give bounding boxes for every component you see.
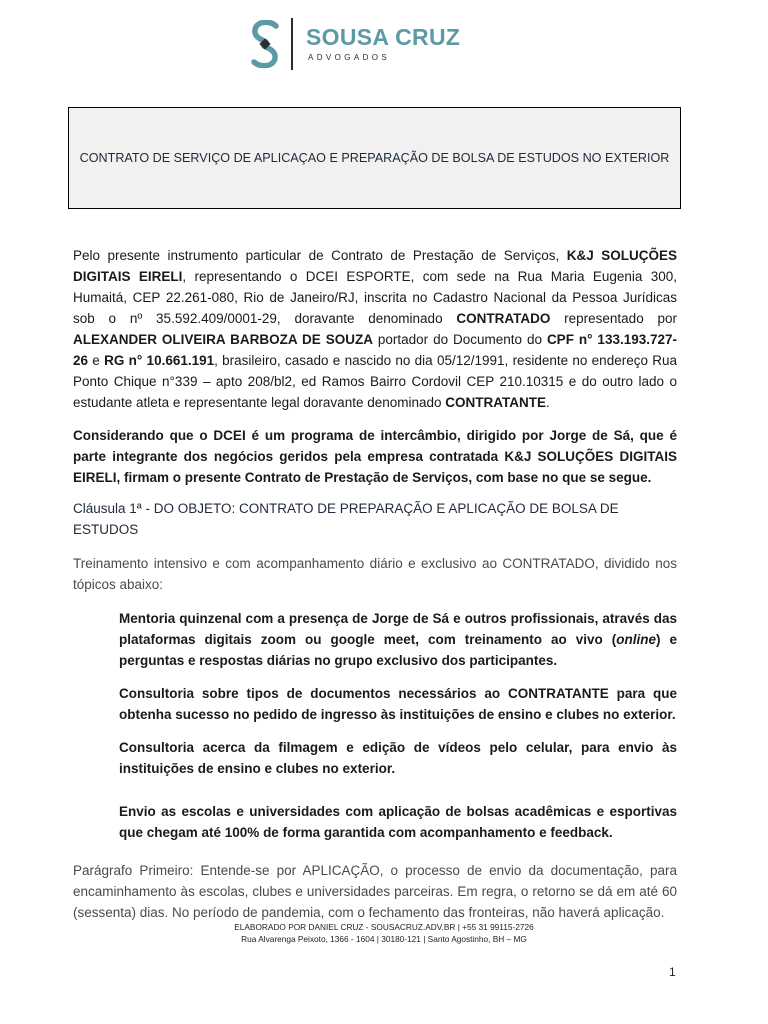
intro-segment: CPF n° 133.193.727-26 xyxy=(73,332,678,368)
topic-item-mentoring: Mentoria quinzenal com a presença de Jorge de Sá e outros profissionais, através das plataformas digitais zoom ou google meet, com treinamento ao vivo (online) e perguntas e respostas diárias no grupo exclusivo dos participantes. xyxy=(119,611,677,668)
first-paragraph: Parágrafo Primeiro: Entende-se por APLICAÇÃO, o processo de envio da documentação, para encaminhamento às escolas, clubes e universidades parceiras. Em regra, o retorno se dá em até 60 (sessenta) dias. No período de pandemia, com o fechamento das fronteiras, não haverá aplicação. xyxy=(73,863,677,920)
topic-item-documents: Consultoria sobre tipos de documentos necessários ao CONTRATANTE para que obtenha sucesso no pedido de ingresso às instituições de ensino e clubes no exterior. xyxy=(119,686,677,722)
page-footer xyxy=(0,921,768,945)
footer-line-2: Rua Alvarenga Peixoto, 1366 - 1604 | 30180-121 | Santo Agostinho, BH – MG xyxy=(241,934,527,944)
contract-title: CONTRATO DE SERVIÇO DE APLICAÇAO E PREPARAÇÃO DE BOLSA DE ESTUDOS NO EXTERIOR xyxy=(79,151,670,165)
intro-segment: Pelo presente instrumento particular de Contrato de Prestação de Serviços, xyxy=(73,248,567,263)
intro-segment: e xyxy=(88,353,105,368)
logo-name: SOUSA CRUZ xyxy=(306,24,461,50)
clause-heading: Cláusula 1ª - DO OBJETO: CONTRATO DE PREPARAÇÃO E APLICAÇÃO DE BOLSA DE ESTUDOS xyxy=(73,501,619,537)
contract-title-box xyxy=(68,107,681,209)
training-paragraph: Treinamento intensivo e com acompanhamento diário e exclusivo ao CONTRATADO, dividido nos tópicos abaixo: xyxy=(73,556,677,592)
topic-item-videos: Consultoria acerca da filmagem e edição de vídeos pelo celular, para envio às instituições de ensino e clubes no exterior. xyxy=(119,740,677,776)
topics-list xyxy=(73,608,677,843)
intro-segment: K&J SOLUÇÕES DIGITAIS EIRELI xyxy=(73,248,677,284)
logo-divider xyxy=(291,18,293,70)
intro-paragraph xyxy=(73,245,677,413)
intro-segment: CONTRATADO xyxy=(456,311,551,326)
considering-paragraph: Considerando que o DCEI é um programa de intercâmbio, dirigido por Jorge de Sá, que é parte integrante dos negócios geridos pela empresa contratada K&J SOLUÇÕES DIGITAIS EIRELI, firmam o presente Contrato de Prestação de Serviços, com base no que se segue. xyxy=(73,428,677,485)
intro-segment: . xyxy=(546,395,550,410)
intro-segment: RG n° 10.661.191 xyxy=(104,353,215,368)
intro-segment: CONTRATANTE xyxy=(445,395,547,410)
intro-segment: representado por xyxy=(550,311,677,326)
logo xyxy=(250,18,510,72)
intro-segment: portador do Documento do xyxy=(372,332,547,347)
logo-subtitle: ADVOGADOS xyxy=(308,53,391,62)
intro-segment: , representando o DCEI ESPORTE, com sede na Rua Maria Eugenia 300, Humaitá, CEP 22.261-080, Rio de Janeiro/RJ, inscrita no Cadastro Nacional da Pessoa Jurídicas sob o nº 35.592.409/0001-29, doravante denominado xyxy=(73,269,677,326)
contract-body xyxy=(73,245,677,923)
footer-line-1: ELABORADO POR DANIEL CRUZ - SOUSACRUZ.ADV.BR | +55 31 99115-2726 xyxy=(234,922,534,932)
sousa-cruz-logo-icon xyxy=(250,20,280,68)
topic-item-applications: Envio as escolas e universidades com aplicação de bolsas acadêmicas e esportivas que chegam até 100% de forma garantida com acompanhamento e feedback. xyxy=(119,804,677,840)
intro-segment: , brasileiro, casado e nascido no dia 05/12/1991, residente no endereço Rua Ponto Chique n°339 – apto 208/bl2, ed Ramos Bairro Cordovil CEP 210.10315 e do outro lado o estudante atleta e representante legal doravante denominado xyxy=(73,353,678,410)
intro-segment: ALEXANDER OLIVEIRA BARBOZA DE SOUZA xyxy=(73,332,373,347)
page-number: 1 xyxy=(669,965,676,979)
